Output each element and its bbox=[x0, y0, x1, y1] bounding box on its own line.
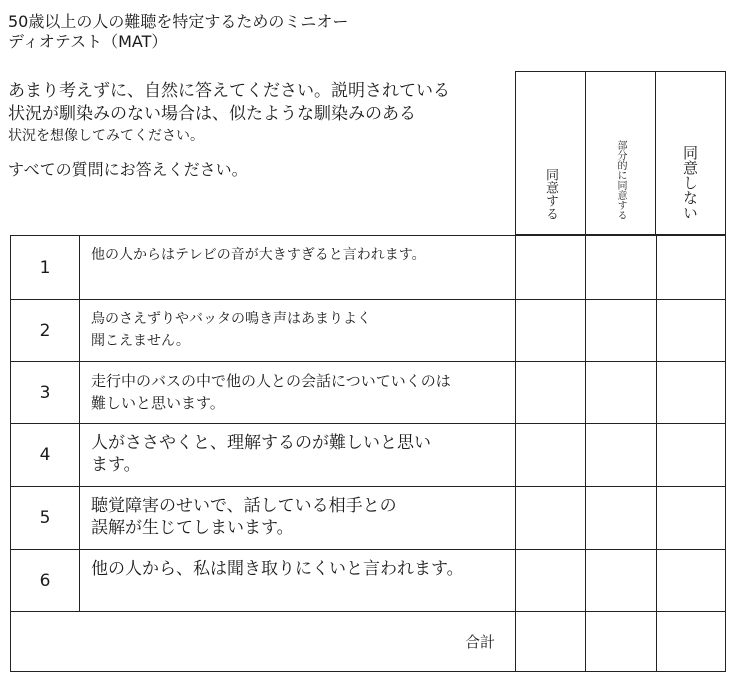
answer-cell-disagree[interactable] bbox=[656, 236, 657, 299]
total-cell-partially-agree[interactable] bbox=[585, 612, 586, 671]
answer-cell-agree[interactable] bbox=[515, 362, 516, 423]
answer-cell-partially-agree[interactable] bbox=[585, 300, 586, 361]
answer-cell-agree[interactable] bbox=[515, 487, 516, 549]
answer-cell-agree[interactable] bbox=[515, 300, 516, 361]
question-number: 6 bbox=[11, 550, 80, 611]
instructions bbox=[8, 80, 508, 196]
question-table bbox=[10, 235, 726, 672]
question-row bbox=[11, 423, 725, 486]
answer-column-headers bbox=[515, 71, 726, 235]
question-row bbox=[11, 486, 725, 549]
answer-cell-partially-agree[interactable] bbox=[585, 550, 586, 611]
total-cell-disagree[interactable] bbox=[656, 612, 657, 671]
instruction-line-1: あまり考えずに、自然に答えてください。説明されている bbox=[8, 81, 450, 101]
header-partially-agree bbox=[585, 72, 655, 234]
question-text: 聴覚障害のせいで、話している相手との 誤解が生じてしまいます。 bbox=[91, 496, 397, 538]
question-number: 5 bbox=[11, 487, 80, 549]
header-agree-label: 同意する bbox=[543, 168, 558, 220]
question-text: 走行中のバスの中で他の人との会話についていくのは 難しいと思います。 bbox=[91, 372, 451, 412]
instruction-line-4: すべての質問にお答えください。 bbox=[8, 160, 248, 179]
answer-cell-agree[interactable] bbox=[515, 550, 516, 611]
question-number: 3 bbox=[11, 362, 80, 423]
question-number: 4 bbox=[11, 424, 80, 486]
total-cell-agree[interactable] bbox=[515, 612, 516, 671]
answer-cell-disagree[interactable] bbox=[656, 362, 657, 423]
header-agree bbox=[516, 72, 585, 234]
header-partially-agree-label: 部分的に同意する bbox=[615, 140, 626, 220]
answer-cell-disagree[interactable] bbox=[656, 550, 657, 611]
question-text: 他の人から、私は聞き取りにくいと言われます。 bbox=[91, 559, 464, 579]
question-text: 他の人からはテレビの音が大きすぎると言われます。 bbox=[91, 247, 426, 263]
question-text: 鳥のさえずりやバッタの鳴き声はあまりよく 聞こえません。 bbox=[91, 311, 371, 349]
page-title: 50歳以上の人の難聴を特定するためのミニオー ディオテスト（MAT） bbox=[8, 12, 349, 51]
question-row bbox=[11, 361, 725, 423]
answer-cell-disagree[interactable] bbox=[656, 424, 657, 486]
instruction-line-3: 状況を想像してみてください。 bbox=[8, 128, 204, 144]
answer-cell-agree[interactable] bbox=[515, 424, 516, 486]
question-number: 2 bbox=[11, 300, 80, 361]
answer-cell-partially-agree[interactable] bbox=[585, 487, 586, 549]
total-row bbox=[11, 611, 725, 671]
answer-cell-partially-agree[interactable] bbox=[585, 236, 586, 299]
question-row bbox=[11, 549, 725, 611]
header-disagree bbox=[655, 72, 725, 234]
header-disagree-label: 同意しない bbox=[681, 145, 699, 220]
answer-cell-agree[interactable] bbox=[515, 236, 516, 299]
question-row bbox=[11, 299, 725, 361]
total-label: 合計 bbox=[464, 633, 495, 651]
instruction-line-2: 状況が馴染みのない場合は、似たような馴染みのある bbox=[8, 104, 416, 124]
answer-cell-partially-agree[interactable] bbox=[585, 362, 586, 423]
question-number: 1 bbox=[11, 236, 80, 299]
question-row bbox=[11, 236, 725, 299]
answer-cell-partially-agree[interactable] bbox=[585, 424, 586, 486]
question-text: 人がささやくと、理解するのが難しいと思い ます。 bbox=[91, 433, 431, 475]
answer-cell-disagree[interactable] bbox=[656, 300, 657, 361]
answer-cell-disagree[interactable] bbox=[656, 487, 657, 549]
